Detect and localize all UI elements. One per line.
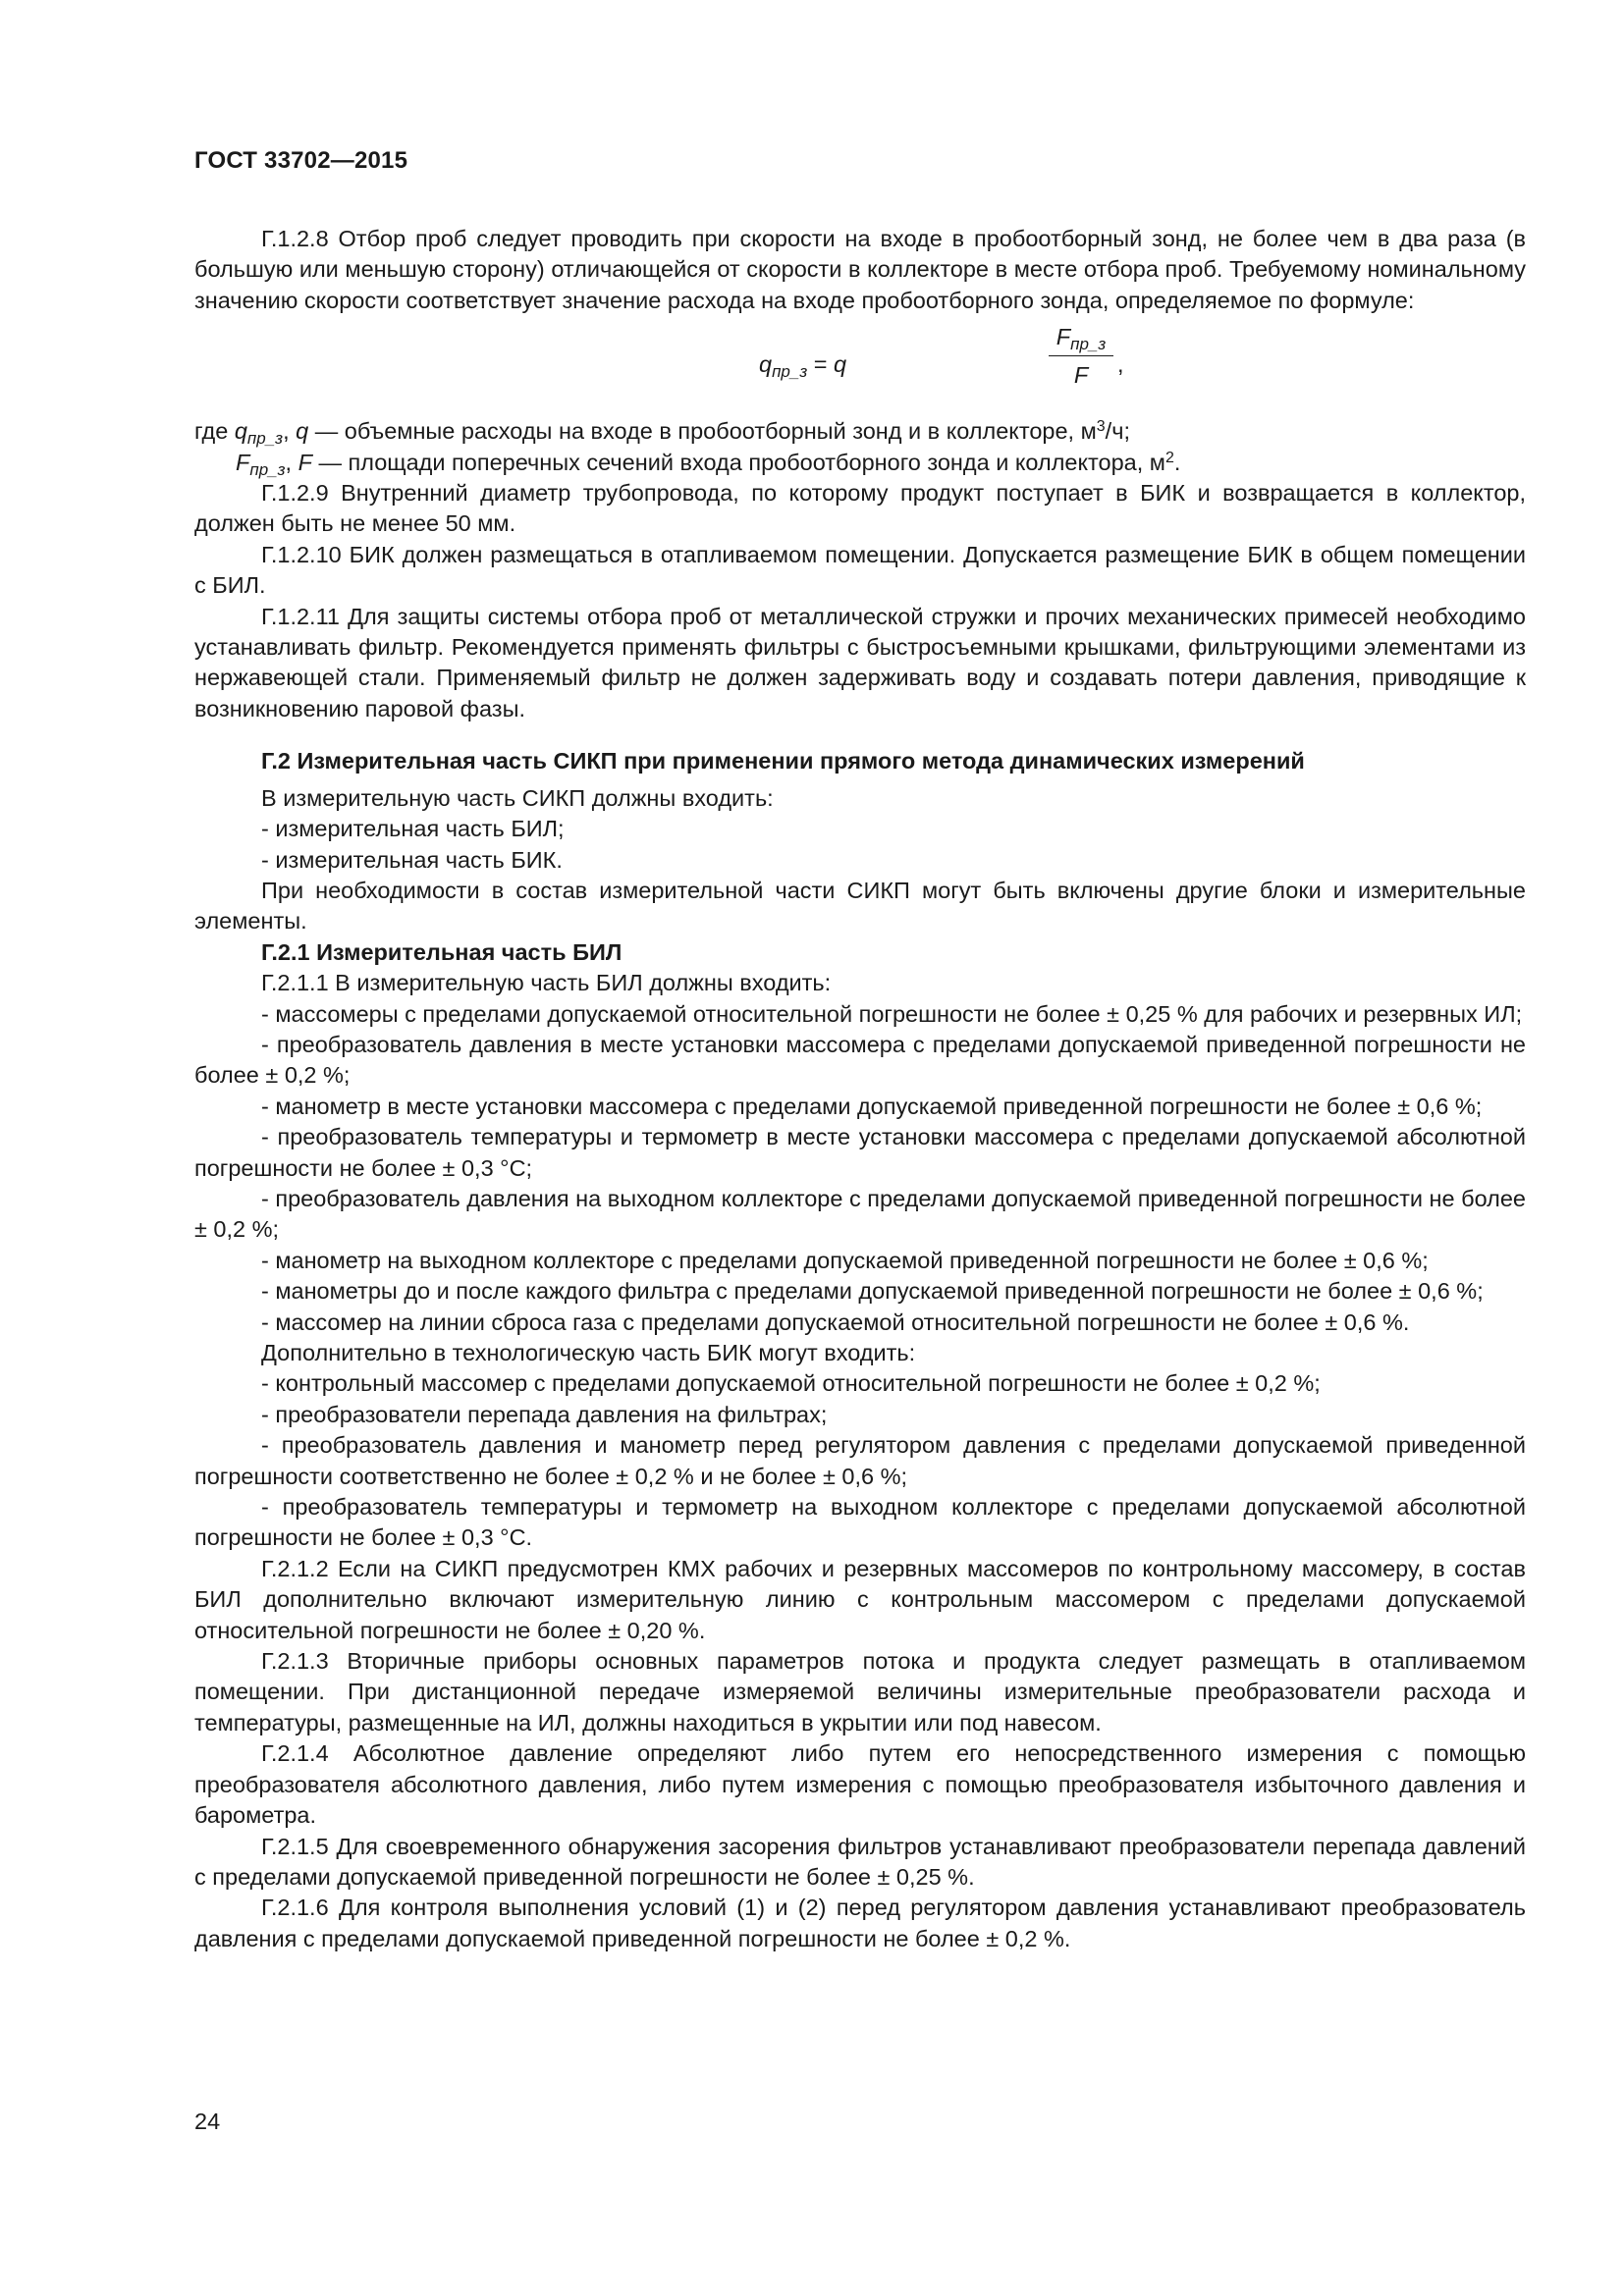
- g211-extra-item: - преобразователи перепада давления на фильтрах;: [261, 1401, 828, 1427]
- fraction-bar: [1049, 355, 1113, 356]
- g211-intro: Г.2.1.1 В измерительную часть БИЛ должны входить:: [261, 970, 832, 996]
- where-text-1: — объемные расходы на входе в пробоотборный зонд и в коллекторе, м: [308, 418, 1097, 445]
- g211-list-item: - манометр в месте установки массомера с пределами допускаемой приведенной погрешности не более ± 0,6 %;: [261, 1093, 1483, 1119]
- formula-fraction: [1049, 320, 1113, 391]
- formula-comma: ,: [1117, 351, 1124, 378]
- g211-extra-item: - контрольный массомер с пределами допускаемой относительной погрешности не более ± 0,2 %;: [261, 1370, 1321, 1397]
- where-var-f: F: [298, 449, 312, 475]
- formula-lhs-var: q: [759, 351, 773, 378]
- g2-intro: В измерительную часть СИКП должны входить:: [261, 784, 774, 811]
- clause-g-2-1-6: Г.2.1.6 Для контроля выполнения условий (1) и (2) перед регулятором давления устанавливают преобразователь давления с пределами допускаемой приведенной погрешности не более ± 0,2 %.: [194, 1895, 1526, 1951]
- g211-list-item: - манометры до и после каждого фильтра с пределами допускаемой приведенной погрешности не более ± 0,6 %;: [261, 1278, 1484, 1305]
- g211-list-item: - преобразователь температуры и термометр в месте установки массомера с пределами допускаемой абсолютной погрешности не более ± 0,3 °С;: [194, 1124, 1526, 1181]
- page-body: [194, 224, 1526, 1954]
- clause-g-1-2-10: Г.1.2.10 БИК должен размещаться в отапливаемом помещении. Допускается размещение БИК в общем помещении с БИЛ.: [194, 541, 1526, 599]
- where-var-f-pz: F: [236, 449, 250, 475]
- where-unit-1-sup: 3: [1096, 418, 1106, 436]
- where-line-1: [194, 416, 1526, 447]
- clause-g-2-1-3: Г.2.1.3 Вторичные приборы основных параметров потока и продукта следует размещать в отапливаемом помещении. При дистанционной передаче измеряемой величины измерительные преобразователи расхода и температуры, размещенные на ИЛ, должны находиться в укрытии или под навесом.: [194, 1648, 1526, 1735]
- g211-extra-item: - преобразователь температуры и термометр на выходном коллекторе с пределами допускаемой абсолютной погрешности не более ± 0,3 °С.: [194, 1494, 1526, 1551]
- numerator-var: F: [1056, 324, 1071, 350]
- clause-g-2-1-2: Г.2.1.2 Если на СИКП предусмотрен КМХ рабочих и резервных массомеров по контрольному массомеру, в состав БИЛ дополнительно включают измерительную линию с контрольным массомером с пределами допускаемой относительной погрешности не более ± 0,20 %.: [194, 1555, 1526, 1643]
- heading-g-2: Г.2 Измерительная часть СИКП при применении прямого метода динамических измерений: [261, 748, 1305, 774]
- g211-list-item: - преобразователь давления на выходном коллекторе с пределами допускаемой приведенной погрешности не более ± 0,2 %;: [194, 1185, 1526, 1243]
- g211-extra-item: - преобразователь давления и манометр перед регулятором давления с пределами допускаемой приведенной погрешности соответственно не более ± 0,2 % и не более ± 0,6 %;: [194, 1432, 1526, 1489]
- where-var-q-pz-sub: пр_з: [246, 429, 284, 449]
- where-var-q-pz: q: [234, 418, 247, 445]
- g2-item: - измерительная часть БИК.: [261, 846, 563, 873]
- formula-numerator: [1049, 320, 1113, 353]
- flow-formula: [194, 320, 1526, 406]
- where-line-2: [194, 448, 1526, 478]
- formula-rhs-var: q: [834, 351, 847, 378]
- page-number: 24: [194, 2109, 221, 2134]
- where-lead: где: [194, 418, 235, 445]
- g2-item: - измерительная часть БИЛ;: [261, 816, 565, 842]
- formula-lhs: [759, 349, 846, 380]
- g211-list-item: - массомер на линии сброса газа с пределами допускаемой относительной погрешности не более ± 0,6 %.: [261, 1308, 1410, 1335]
- g211-list-item: - преобразователь давления в месте установки массомера с пределами допускаемой приведенной погрешности не более ± 0,2 %;: [194, 1031, 1526, 1089]
- clause-g-1-2-11: Г.1.2.11 Для защиты системы отбора проб от металлической стружки и прочих механических примесей необходимо устанавливать фильтр. Рекомендуется применять фильтры с быстросъемными крышками, фильтрующими элементами из нержавеющей стали. Применяемый фильтр не должен задерживать воду и создавать потери давления, приводящие к возникновению паровой фазы.: [194, 603, 1526, 721]
- heading-g-2-1: Г.2.1 Измерительная часть БИЛ: [261, 938, 623, 965]
- clause-g-2-1-5: Г.2.1.5 Для своевременного обнаружения засорения фильтров устанавливают преобразователи перепада давлений с пределами допускаемой приведенной погрешности не более ± 0,25 %.: [194, 1833, 1526, 1890]
- where-var-q: q: [296, 418, 309, 445]
- clause-g-1-2-8: Г.1.2.8 Отбор проб следует проводить при скорости на входе в пробоотборный зонд, не более чем в два раза (в большую или меньшую сторону) отличающейся от скорости в коллекторе в месте отбора проб. Требуемому номинальному значению скорости соответствует значение расхода на входе пробоотборного зонда, определяемое по формуле:: [194, 226, 1526, 313]
- where-unit-2-tail: .: [1173, 449, 1181, 475]
- where-unit-2-sup: 2: [1164, 449, 1174, 466]
- where-sep-2: ,: [285, 449, 298, 475]
- where-text-2: — площади поперечных сечений входа пробоотборного зонда и коллектора, м: [311, 449, 1165, 475]
- clause-g-2-1-4: Г.2.1.4 Абсолютное давление определяют либо путем его непосредственного измерения с помощью преобразователя абсолютного давления, либо путем измерения с помощью преобразователя избыточного давления и барометра.: [194, 1740, 1526, 1829]
- where-unit-1-tail: /ч;: [1105, 418, 1130, 445]
- formula-equals: =: [813, 351, 828, 378]
- g2-more: При необходимости в состав измерительной части СИКП могут быть включены другие блоки и измерительные элементы.: [194, 877, 1526, 934]
- where-sep-1: ,: [283, 418, 297, 445]
- g211-extra-intro: Дополнительно в технологическую часть БИК могут входить:: [261, 1340, 916, 1365]
- clause-g-1-2-9: Г.1.2.9 Внутренний диаметр трубопровода, по которому продукт поступает в БИК и возвращается в коллектор, должен быть не менее 50 мм.: [194, 480, 1526, 537]
- formula-lhs-sub: пр_з: [772, 362, 808, 382]
- document-code-header: ГОСТ 33702—2015: [194, 147, 408, 174]
- where-var-f-pz-sub: пр_з: [249, 459, 286, 479]
- formula-denominator: F: [1073, 362, 1089, 389]
- g211-list-item: - манометр на выходном коллекторе с пределами допускаемой приведенной погрешности не более ± 0,6 %;: [261, 1247, 1429, 1273]
- numerator-sub: пр_з: [1070, 335, 1107, 354]
- g211-list-item: - массомеры с пределами допускаемой относительной погрешности не более ± 0,25 % для рабочих и резервных ИЛ;: [261, 1000, 1523, 1027]
